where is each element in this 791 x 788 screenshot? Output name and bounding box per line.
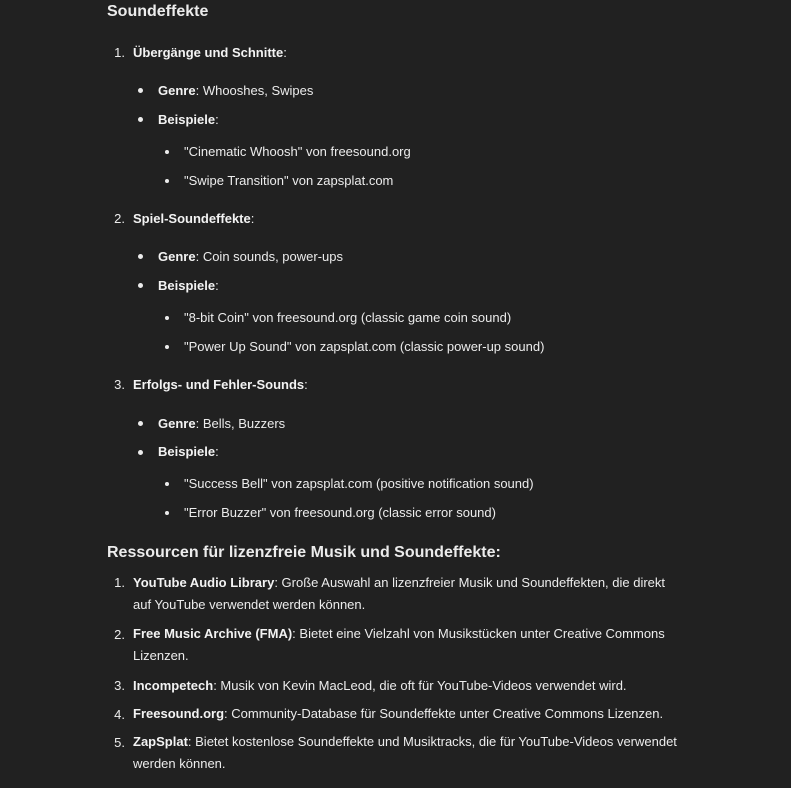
resource-item: YouTube Audio Library: Große Auswahl an lizenzfreier Musik und Soundeffekten, die direkt auf YouTube verwendet werden können. (133, 575, 666, 612)
bullet-icon (138, 421, 143, 426)
page-title: Soundeffekte (107, 3, 209, 20)
resource-number: 4. (114, 707, 125, 722)
examples-label: Beispiele: (158, 444, 219, 459)
bullet-icon (138, 254, 143, 259)
resource-item: Freesound.org: Community-Database für Soundeffekte unter Creative Commons Lizenzen. (133, 706, 664, 721)
example-item: "Success Bell" von zapsplat.com (positive notification sound) (184, 476, 534, 491)
section-heading: Spiel-Soundeffekte: (133, 211, 255, 226)
examples-label: Beispiele: (158, 278, 219, 293)
resource-number: 1. (114, 575, 125, 590)
resources-heading: Ressourcen für lizenzfreie Musik und Soundeffekte: (107, 544, 501, 561)
bullet-icon (165, 345, 169, 349)
genre-line: Genre: Whooshes, Swipes (158, 83, 314, 98)
genre-line: Genre: Coin sounds, power-ups (158, 249, 344, 264)
examples-label: Beispiele: (158, 112, 219, 127)
bullet-icon (138, 283, 143, 288)
section-number: 2. (114, 211, 125, 226)
resource-item: Incompetech: Musik von Kevin MacLeod, die oft für YouTube-Videos verwendet wird. (133, 678, 627, 693)
bullet-icon (138, 117, 143, 122)
genre-line: Genre: Bells, Buzzers (158, 416, 286, 431)
example-item: "Power Up Sound" von zapsplat.com (classic power-up sound) (184, 339, 545, 354)
example-item: "Error Buzzer" von freesound.org (classic error sound) (184, 505, 496, 520)
example-item: "Cinematic Whoosh" von freesound.org (184, 144, 411, 159)
section-number: 1. (114, 45, 125, 60)
resource-item: Free Music Archive (FMA): Bietet eine Vielzahl von Musikstücken unter Creative Commons Lizenzen. (133, 626, 665, 663)
bullet-icon (165, 150, 169, 154)
bullet-icon (138, 450, 143, 455)
example-item: "8-bit Coin" von freesound.org (classic game coin sound) (184, 310, 512, 325)
resource-number: 5. (114, 735, 125, 750)
bullet-icon (138, 88, 143, 93)
section-heading: Übergänge und Schnitte: (133, 45, 287, 60)
resource-item: ZapSplat: Bietet kostenlose Soundeffekte und Musiktracks, die für YouTube-Videos verwendet werden können. (133, 734, 677, 771)
resource-number: 3. (114, 678, 125, 693)
section-heading: Erfolgs- und Fehler-Sounds: (133, 377, 308, 392)
section-number: 3. (114, 377, 125, 392)
bullet-icon (165, 179, 169, 183)
bullet-icon (165, 316, 169, 320)
example-item: "Swipe Transition" von zapsplat.com (184, 173, 394, 188)
bullet-icon (165, 511, 169, 515)
resource-number: 2. (114, 627, 125, 642)
bullet-icon (165, 482, 169, 486)
